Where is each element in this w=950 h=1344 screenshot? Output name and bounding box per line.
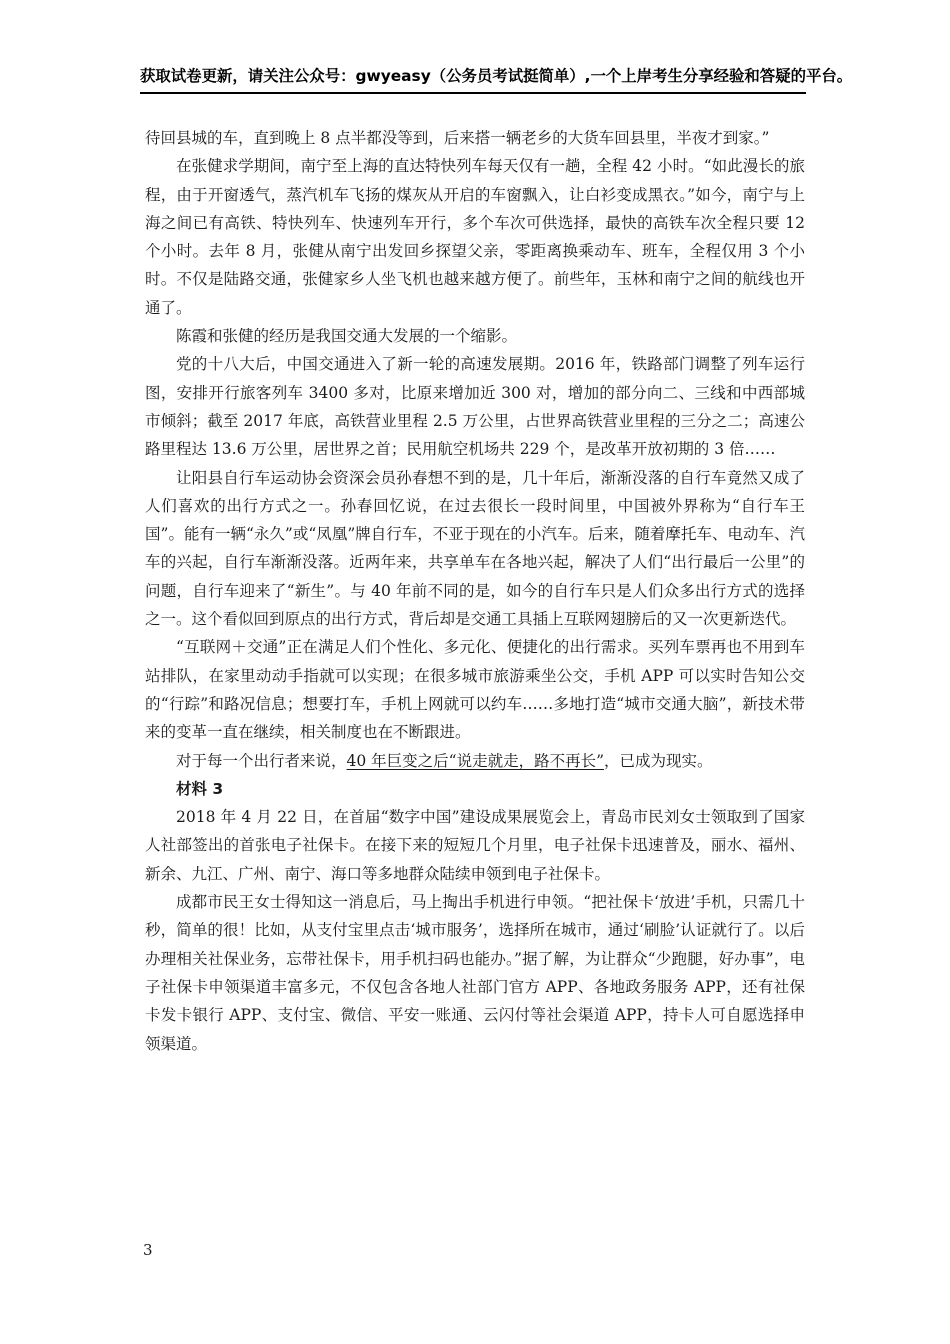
paragraph: 让阳县自行车运动协会资深会员孙春想不到的是，几十年后，渐渐没落的自行车竟然又成了人们喜欢的出行方式之一。孙春回忆说，在过去很长一段时间里，中国被外界称为“自行车王国”。能有一辆“永久”或“凤凰”牌自行车，不亚于现在的小汽车。后来，随着摩托车、电动车、汽车的兴起，自行车渐渐没落。近两年来，共享单车在各地兴起，解决了人们“出行最后一公里”的问题，自行车迎来了“新生”。与 40 年前不同的是，如今的自行车只是人们众多出行方式的选择之一。这个看似回到原点的出行方式，背后却是交通工具插上互联网翅膀后的又一次更新迭代。 (145, 468, 805, 629)
paragraph: 党的十八大后，中国交通进入了新一轮的高速发展期。2016 年，铁路部门调整了列车运行图，安排开行旅客列车 3400 多对，比原来增加近 300 对，增加的部分向二、三线和中西部城市倾斜；截至 2017 年底，高铁营业里程 2.5 万公里，占世界高铁营业里程的三分之二；高速公路里程达 13.6 万公里，居世界之首；民用航空机场共 229 个，是改革开放初期的 3 倍…… (145, 355, 805, 459)
paragraph: 2018 年 4 月 22 日，在首届“数字中国”建设成果展览会上，青岛市民刘女士领取到了国家人社部签出的首张电子社保卡。在接下来的短短几个月里，电子社保卡迅速普及，丽水、福州、新余、九江、广州、南宁、海口等多地群众陆续申领到电子社保卡。 (145, 808, 805, 883)
paragraph: 成都市民王女士得知这一消息后，马上掏出手机进行申领。“把社保卡‘放进’手机，只需几十秒，简单的很！比如，从支付宝里点击‘城市服务’，选择所在城市，通过‘刷脸’认证就行了。以后办理相关社保业务，忘带社保卡，用手机扫码也能办。”据了解，为让群众“少跑腿，好办事”，电子社保卡申领渠道丰富多元，不仅包含各地人社部门官方 APP、各地政务服务 APP，还有社保卡发卡银行 APP、支付宝、微信、平安一账通、云闪付等社会渠道 APP，持卡人可自愿选择申领渠道。 (145, 893, 805, 1053)
paragraph: 陈霞和张健的经历是我国交通大发展的一个缩影。 (176, 327, 518, 346)
paragraph: “互联网＋交通”正在满足人们个性化、多元化、便捷化的出行需求。买列车票再也不用到车站排队，在家里动动手指就可以实现；在很多城市旅游乘坐公交，手机 APP 可以实时告知公交的“行踪”和路况信息；想要打车，手机上网就可以约车……多地打造“城市交通大脑”，新技术带来的变革一直在继续，相关制度也在不断跟进。 (145, 638, 805, 742)
text-before: 对于每一个出行者来说， (176, 751, 347, 770)
paragraph: 在张健求学期间，南宁至上海的直达特快列车每天仅有一趟，全程 42 小时。“如此漫长的旅程，由于开窗透气，蒸汽机车飞扬的煤灰从开启的车窗飘入，让白衫变成黑衣。”如今，南宁与上海之间已有高铁、特快列车、快速列车开行，多个车次可供选择，最快的高铁车次全程只要 12 个小时。去年 8 月，张健从南宁出发回乡探望父亲，零距离换乘动车、班车，全程仅用 3 个小时。不仅是陆路交通，张健家乡人坐飞机也越来越方便了。前些年，玉林和南宁之间的航线也开通了。 (145, 157, 805, 317)
text-after: ，已成为现实。 (604, 751, 713, 770)
paragraph-with-underline (145, 747, 805, 775)
paragraph: 待回县城的车，直到晚上 8 点半都没等到，后来搭一辆老乡的大货车回县里，半夜才到家。” (145, 129, 770, 147)
page-header: 获取试卷更新，请关注公众号：gwyeasy（公务员考试挺简单）,一个上岸考生分享经验和答疑的平台。 (140, 64, 806, 94)
document-body (145, 124, 805, 1058)
page-number: 3 (143, 1241, 153, 1259)
material-3-heading: 材料 3 (176, 779, 224, 798)
underlined-phrase: 40 年巨变之后“说走就走，路不再长” (346, 751, 605, 770)
